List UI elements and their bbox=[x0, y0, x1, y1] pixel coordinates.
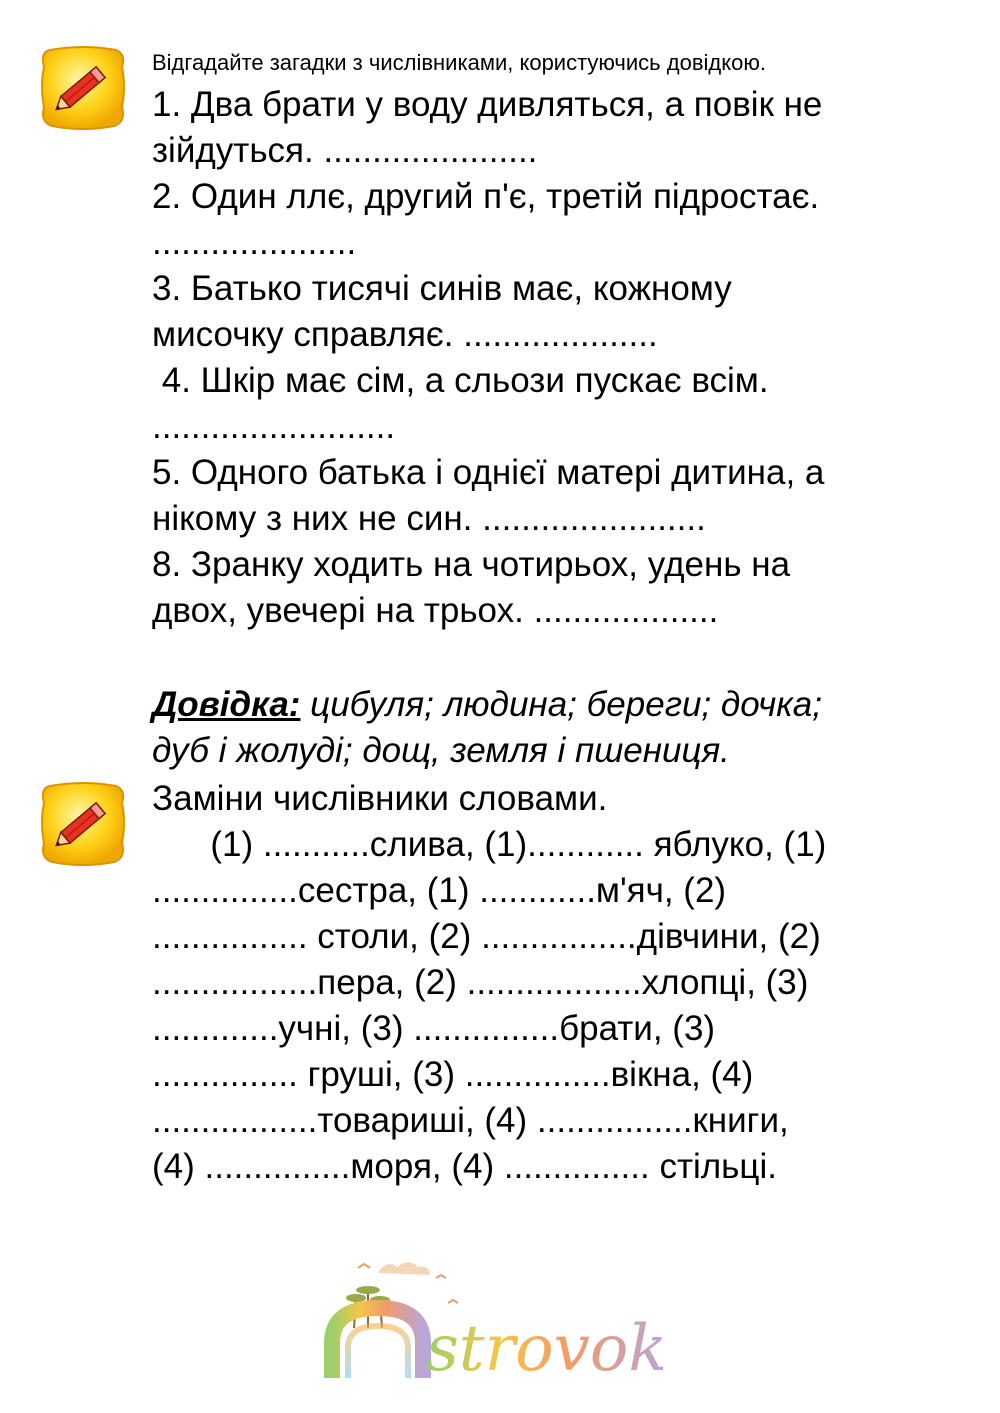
reference-words: цибуля; людина; береги; дочка; bbox=[300, 685, 822, 724]
fill-line: ...............сестра, (1) ............м'яч, (2) bbox=[152, 871, 727, 910]
ostrovok-logo bbox=[318, 1248, 758, 1388]
riddle-line: мисочку справляє. .................... bbox=[152, 315, 658, 354]
pencil-icon bbox=[38, 42, 128, 132]
riddle-line: 4. Шкір має сім, а сльози пускає всім. bbox=[152, 361, 769, 400]
riddle-line: ..................... bbox=[152, 223, 357, 262]
fill-exercise bbox=[152, 822, 952, 1190]
riddle-line: 3. Батько тисячі синів має, кожному bbox=[152, 269, 732, 308]
riddle-line: ......................... bbox=[152, 407, 396, 446]
task1-instruction: Відгадайте загадки з числівниками, користуючись довідкою. bbox=[152, 50, 766, 75]
riddles-list bbox=[152, 82, 952, 634]
logo-text: strovok bbox=[426, 1312, 668, 1386]
pencil-icon bbox=[38, 778, 128, 868]
reference-words: дуб і жолуді; дощ, земля і пшениця. bbox=[152, 731, 730, 770]
fill-line: ................ столи, (2) ................дівчини, (2) bbox=[152, 917, 821, 956]
fill-line: (4) ...............моря, (4) ............... стільці. bbox=[152, 1147, 777, 1186]
riddle-line: зійдуться. ...................... bbox=[152, 131, 538, 170]
fill-line: ............... груші, (3) ...............вікна, (4) bbox=[152, 1055, 754, 1094]
fill-line: .............учні, (3) ...............брати, (3) bbox=[152, 1009, 716, 1048]
fill-line: (1) ...........слива, (1)............ яблуко, (1) bbox=[152, 825, 827, 864]
reference-label: Довідка: bbox=[152, 685, 301, 724]
riddle-line: двох, увечері на трьох. ................... bbox=[152, 591, 719, 630]
riddle-line: 2. Один ллє, другий п'є, третій підростає. bbox=[152, 177, 820, 216]
fill-line: .................пера, (2) ..................хлопці, (3) bbox=[152, 963, 809, 1002]
task2-instruction: Заміни числівники словами. bbox=[152, 779, 608, 818]
riddle-line: 1. Два брати у воду дивляться, а повік не bbox=[152, 85, 823, 124]
riddle-line: 5. Одного батька і однієї матері дитина, а bbox=[152, 453, 825, 492]
riddle-line: нікому з них не син. ....................... bbox=[152, 499, 706, 538]
reference-block bbox=[152, 682, 952, 774]
riddle-line: 8. Зранку ходить на чотирьох, удень на bbox=[152, 545, 791, 584]
fill-line: .................товариші, (4) ................книги, bbox=[152, 1101, 789, 1140]
